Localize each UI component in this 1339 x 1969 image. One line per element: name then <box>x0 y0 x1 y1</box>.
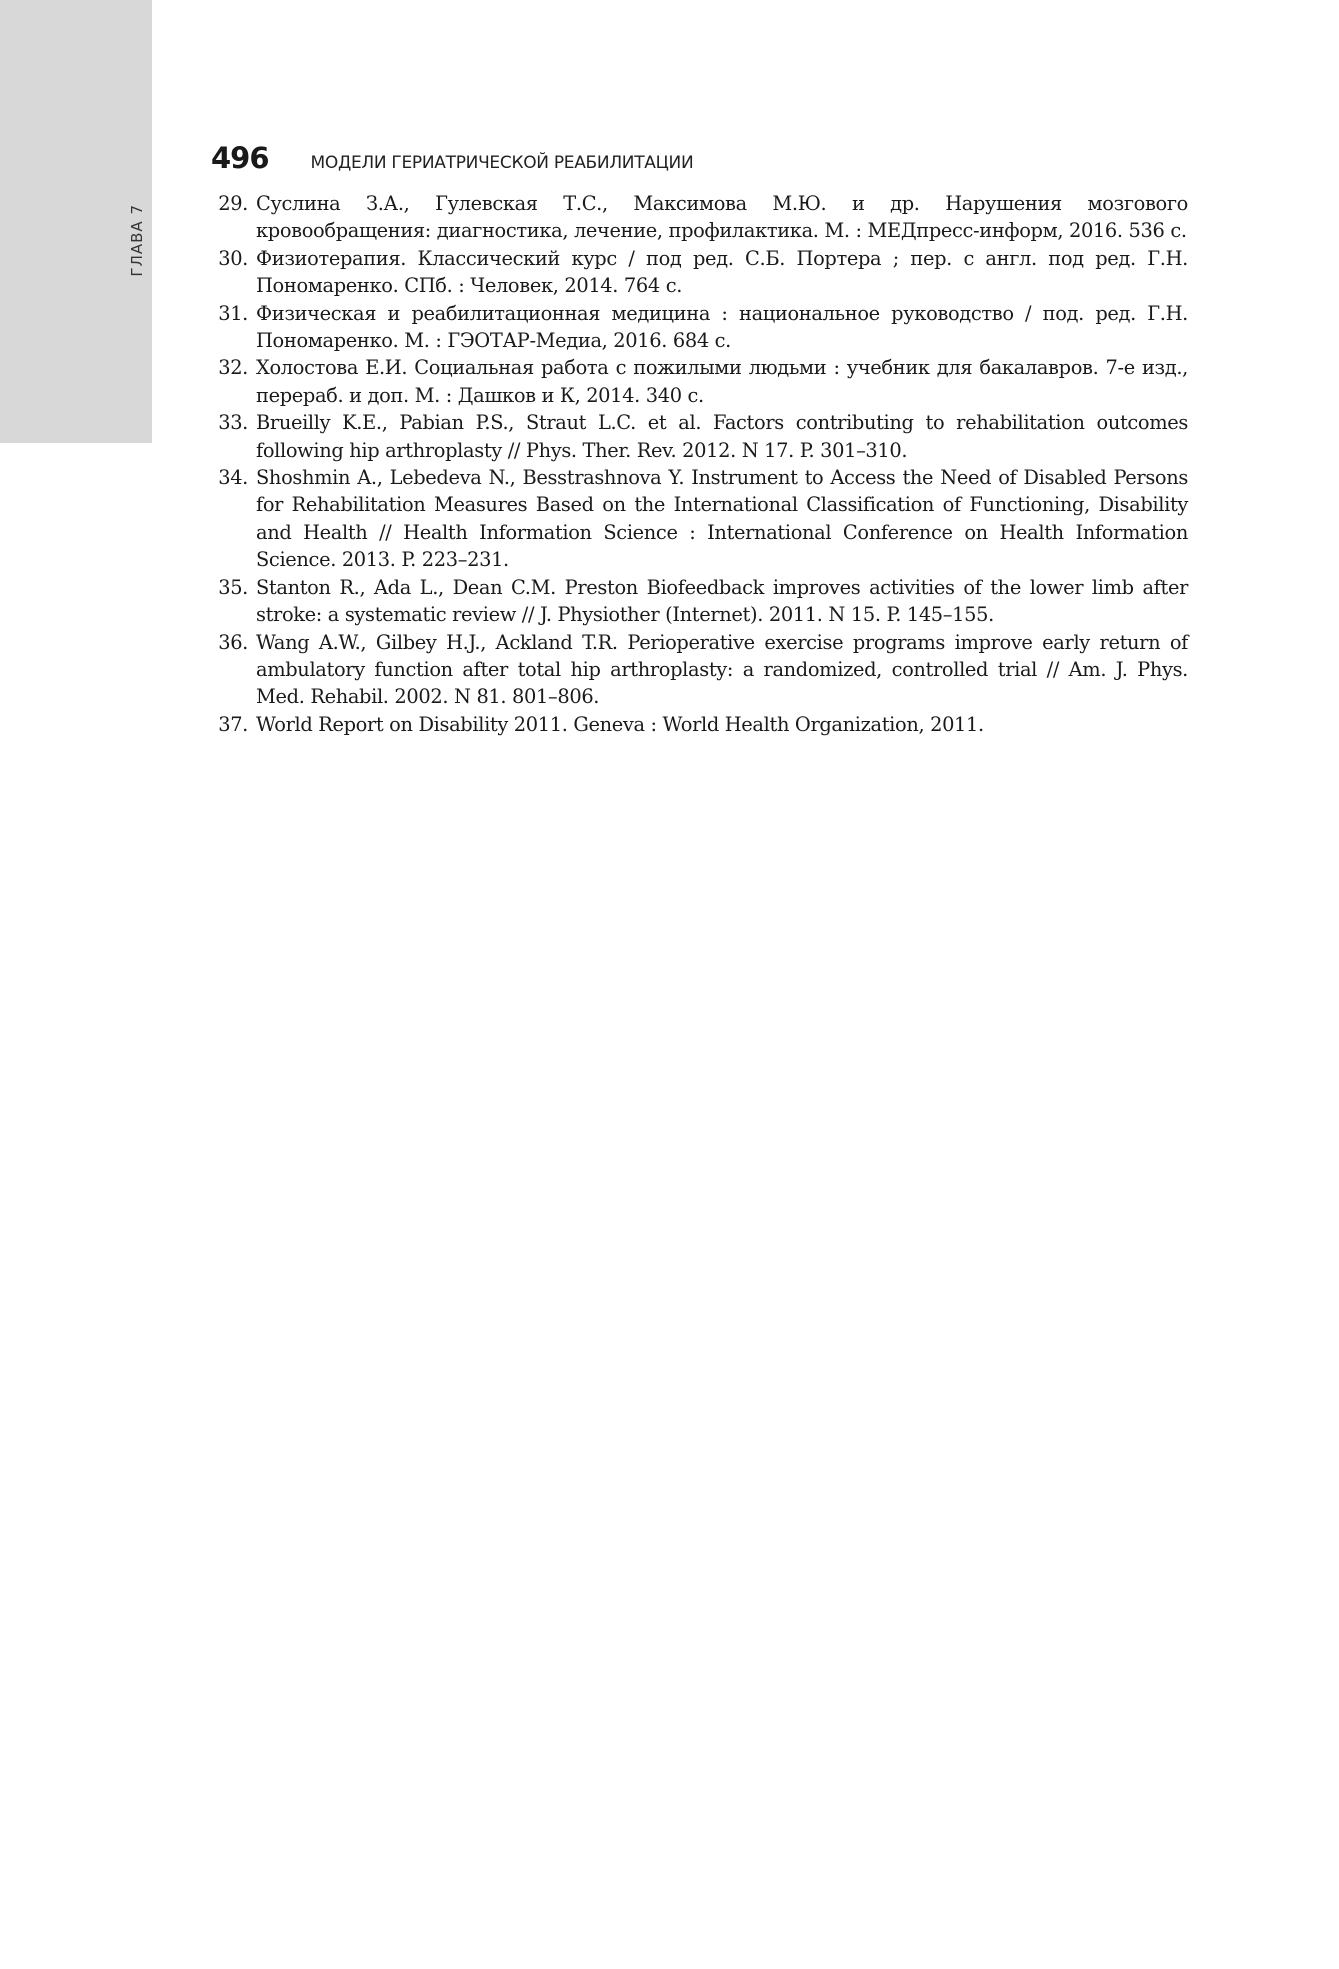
reference-text: Суслина З.А., Гулевская Т.С., Максимова М.Ю. и др. Нарушения мозгового кровообращения: диагностика, лечение, профилактика. М. : МЕДпресс-информ, 2016. 536 с. <box>256 192 1188 243</box>
reference-text: Shoshmin A., Lebedeva N., Besstrashnova Y. Instrument to Access the Need of Disabled Persons for Rehabilitation Measures Based on the International Classification of Functioning, Disability and Health // Health Information Science : International Conference on Health Information Science. 2013. P. 223–231. <box>256 466 1188 572</box>
reference-text: Физическая и реабилитационная медицина : национальное руководство / под. ред. Г.Н. Пономаренко. М. : ГЭОТАР-Медиа, 2016. 684 с. <box>256 301 1188 353</box>
reference-text: Холостова Е.И. Социальная работа с пожилыми людьми : учебник для бакалавров. 7-е изд., перераб. и доп. М. : Дашков и К, 2014. 340 с. <box>256 356 1188 407</box>
reference-number: 35. <box>218 575 248 599</box>
reference-item <box>210 354 1188 409</box>
reference-number: 31. <box>218 301 248 325</box>
reference-list <box>210 190 1188 738</box>
reference-item <box>210 629 1188 711</box>
reference-item <box>210 464 1188 574</box>
reference-number: 36. <box>218 630 248 654</box>
reference-text: Stanton R., Ada L., Dean C.M. Preston Biofeedback improves activities of the lower limb after stroke: a systematic review // J. Physiother (Internet). 2011. N 15. P. 145–155. <box>256 575 1188 627</box>
reference-item <box>210 300 1188 355</box>
reference-number: 30. <box>218 246 248 270</box>
reference-text: Wang A.W., Gilbey H.J., Ackland T.R. Perioperative exercise programs improve early return of ambulatory function after total hip arthroplasty: a randomized, controlled trial // Am. J. Phys. Med. Rehabil. 2002. N 81. 801–806. <box>256 630 1188 709</box>
running-title: МОДЕЛИ ГЕРИАТРИЧЕСКОЙ РЕАБИЛИТАЦИИ <box>310 153 694 173</box>
reference-number: 34. <box>218 466 248 490</box>
reference-number: 33. <box>218 411 248 435</box>
reference-item <box>210 245 1188 300</box>
page-header <box>211 141 693 175</box>
reference-item <box>210 574 1188 629</box>
reference-item <box>210 711 1188 738</box>
reference-number: 32. <box>218 356 248 380</box>
reference-number: 29. <box>218 192 248 215</box>
chapter-side-tab <box>0 0 152 443</box>
reference-number: 37. <box>218 712 248 736</box>
reference-item <box>210 409 1188 464</box>
page-number: 496 <box>211 141 269 175</box>
chapter-label: ГЛАВА 7 <box>128 204 146 277</box>
reference-text: Brueilly K.E., Pabian P.S., Straut L.C. et al. Factors contributing to rehabilitation outcomes following hip arthroplasty // Phys. Ther. Rev. 2012. N 17. P. 301–310. <box>256 411 1188 462</box>
reference-text: Физиотерапия. Классический курс / под ред. С.Б. Портера ; пер. с англ. под ред. Г.Н. Пономаренко. СПб. : Человек, 2014. 764 с. <box>256 246 1188 298</box>
reference-item <box>210 190 1188 245</box>
reference-text: World Report on Disability 2011. Geneva : World Health Organization, 2011. <box>256 712 984 736</box>
